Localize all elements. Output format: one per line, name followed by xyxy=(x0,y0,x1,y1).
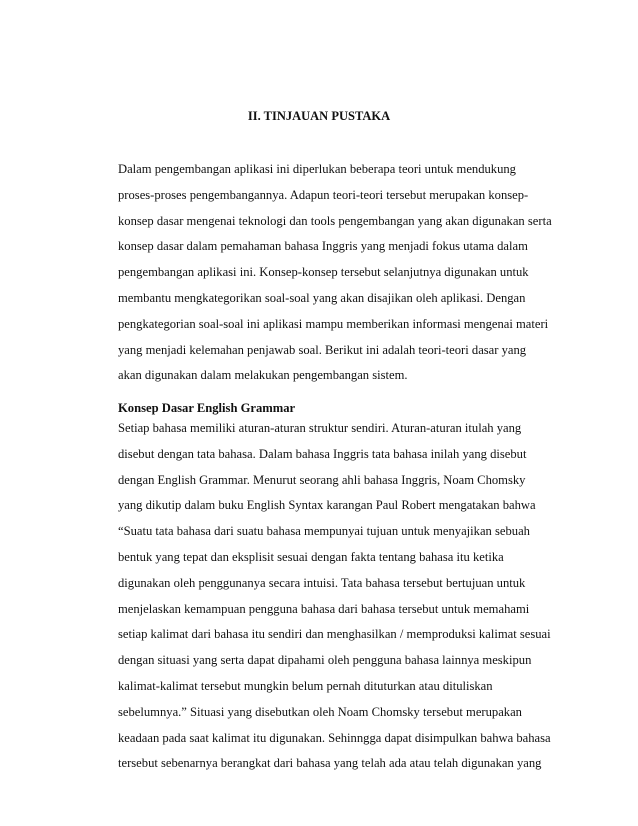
section-paragraph xyxy=(118,416,551,777)
paragraph-line: tersebut sebenarnya berangkat dari bahasa yang telah ada atau telah digunakan yang xyxy=(118,756,542,771)
chapter-title: II. TINJAUAN PUSTAKA xyxy=(247,109,391,123)
paragraph-line: akan digunakan dalam melakukan pengembangan sistem. xyxy=(118,368,408,383)
paragraph-line: yang dikutip dalam buku English Syntax karangan Paul Robert mengatakan bahwa xyxy=(118,498,536,513)
paragraph-line: pengkategorian soal-soal ini aplikasi mampu memberikan informasi mengenai materi xyxy=(118,316,549,331)
intro-paragraph xyxy=(118,157,552,389)
paragraph-line: yang menjadi kelemahan penjawab soal. Berikut ini adalah teori-teori dasar yang xyxy=(118,342,527,357)
paragraph-line: sebelumnya.” Situasi yang disebutkan oleh Noam Chomsky tersebut merupakan xyxy=(118,704,522,719)
paragraph-line: bentuk yang tepat dan eksplisit sesuai dengan fakta tentang bahasa itu ketika xyxy=(118,549,504,564)
paragraph-line: menjelaskan kemampuan pengguna bahasa dari bahasa tersebut untuk memahami xyxy=(118,601,530,616)
paragraph-line: digunakan oleh penggunanya secara intuisi. Tata bahasa tersebut bertujuan untuk xyxy=(118,575,526,590)
paragraph-line: keadaan pada saat kalimat itu digunakan. Sehinngga dapat disimpulkan bahwa bahasa xyxy=(118,730,551,745)
paragraph-line: kalimat-kalimat tersebut mungkin belum pernah dituturkan atau dituliskan xyxy=(118,678,493,693)
paragraph-line: membantu mengkategorikan soal-soal yang akan disajikan oleh aplikasi. Dengan xyxy=(118,290,526,305)
paragraph-line: Dalam pengembangan aplikasi ini diperlukan beberapa teori untuk mendukung xyxy=(118,162,516,176)
paragraph-line: disebut dengan tata bahasa. Dalam bahasa Inggris tata bahasa inilah yang disebut xyxy=(118,446,527,461)
paragraph-line: pengembangan aplikasi ini. Konsep-konsep tersebut selanjutnya digunakan untuk xyxy=(118,265,529,280)
paragraph-line: setiap kalimat dari bahasa itu sendiri dan menghasilkan / memproduksi kalimat sesuai xyxy=(118,627,551,642)
paragraph-line: dengan situasi yang serta dapat dipahami oleh pengguna bahasa lainnya meskipun xyxy=(118,653,532,668)
paragraph-line: Setiap bahasa memiliki aturan-aturan struktur sendiri. Aturan-aturan itulah yang xyxy=(118,421,522,435)
paragraph-line: konsep dasar mengenai teknologi dan tools pengembangan yang akan digunakan serta xyxy=(118,213,552,228)
paragraph-line: “Suatu tata bahasa dari suatu bahasa mempunyai tujuan untuk menyajikan sebuah xyxy=(118,524,530,539)
section-heading: Konsep Dasar English Grammar xyxy=(118,401,296,415)
paragraph-line: proses-proses pengembangannya. Adapun teori-teori tersebut merupakan konsep- xyxy=(118,187,529,202)
paragraph-line: dengan English Grammar. Menurut seorang ahli bahasa Inggris, Noam Chomsky xyxy=(118,472,526,487)
paragraph-line: konsep dasar dalam pemahaman bahasa Inggris yang menjadi fokus utama dalam xyxy=(118,239,528,254)
